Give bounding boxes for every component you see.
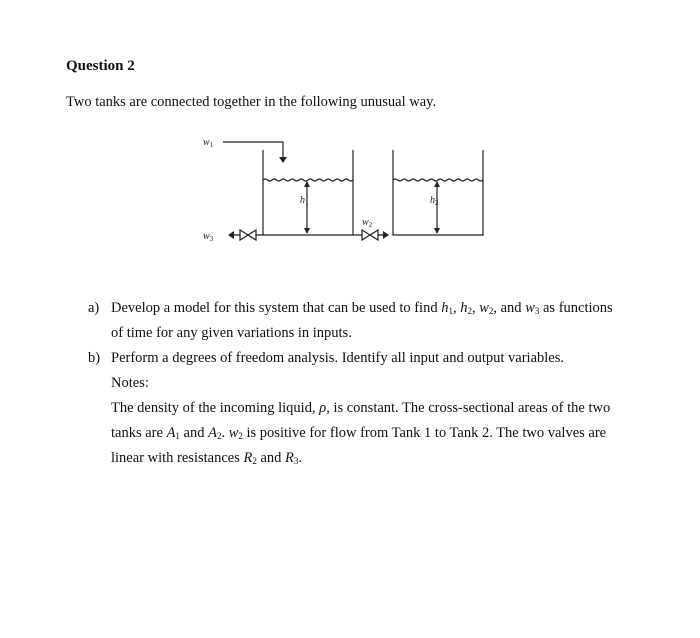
inlet-arrowhead [279,157,287,163]
question-title: Question 2 [66,58,135,74]
inlet-pipe-w1 [223,142,283,162]
label-h1: $h_1$ [300,195,309,207]
label-w3: $w_3$ [203,231,214,243]
tank-1-liquid-surface [263,179,353,181]
part-b-marker: b) [88,350,101,366]
part-a [88,296,628,346]
part-a-text: Develop a model for this system that can be used to find $h_1$, $h_2$, $w_2$, and $w_3$ as functions of time for any given variations in inputs. [111,300,613,341]
two-tank-diagram [190,130,500,250]
notes-block [88,371,628,471]
valve-r3 [240,230,256,240]
notes-label: Notes: [111,375,149,391]
label-w2: $w_2$ [362,217,373,229]
notes-text: The density of the incoming liquid, ρ, is constant. The cross-sectional areas of the two tanks are $A_1$ and $A_2$. $w_2$ is positive for flow from Tank 1 to Tank 2. The two valves are linear with resistances $R_2$ and $R_3$. [111,400,611,466]
tank-1-wall [263,150,353,235]
tank-2-wall [393,150,483,235]
label-w1: $w_1$ [203,137,214,149]
part-b-text: Perform a degrees of freedom analysis. Identify all input and output variables. [111,350,564,366]
part-b [88,346,628,371]
question-parts [88,296,628,471]
intro-text: Two tanks are connected together in the following unusual way. [66,94,437,110]
part-a-marker: a) [88,300,100,316]
label-h2: $h_2$ [430,195,439,207]
tank-2-liquid-surface [393,179,483,181]
valve-r2 [362,230,378,240]
